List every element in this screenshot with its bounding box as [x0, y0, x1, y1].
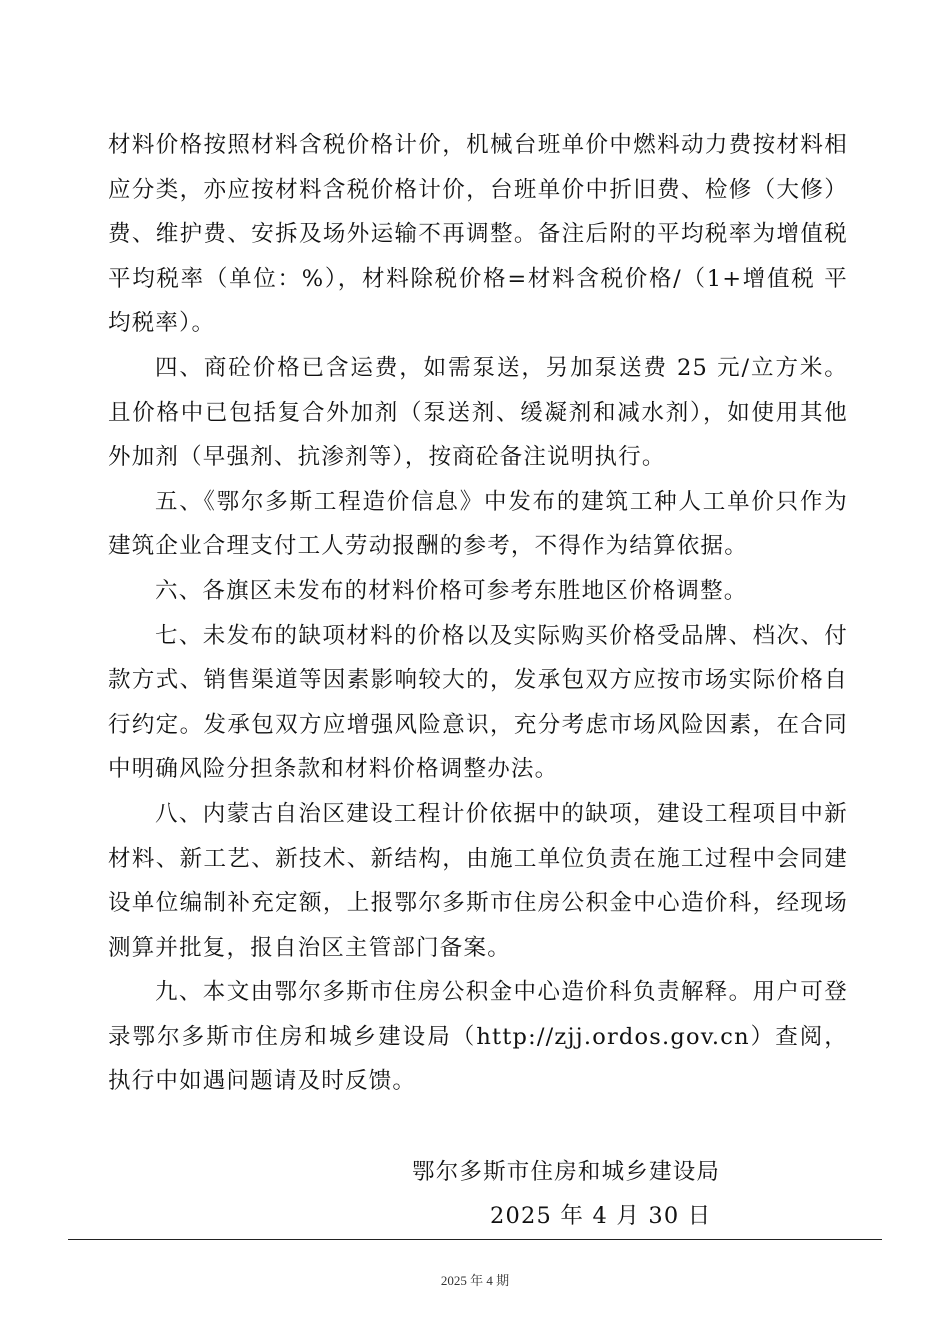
issuer-signature: 鄂尔多斯市住房和城乡建设局 [412, 1159, 721, 1185]
paragraph-continuation: 材料价格按照材料含税价格计价，机械台班单价中燃料动力费按材料相应分类，亦应按材料含税价格计价，台班单价中折旧费、检修（大修）费、维护费、安拆及场外运输不再调整。备注后附的平均税率为增值税平均税率（单位：%），材料除税价格=材料含税价格/（1+增值税 平均税率）。 [108, 132, 848, 337]
footer-divider [68, 1239, 882, 1240]
paragraph-item-5: 五、《鄂尔多斯工程造价信息》中发布的建筑工种人工单价只作为建筑企业合理支付工人劳动报酬的参考，不得作为结算依据。 [108, 488, 848, 560]
document-body [108, 123, 848, 1104]
paragraph-item-9: 九、本文由鄂尔多斯市住房公积金中心造价科负责解释。用户可登录鄂尔多斯市住房和城乡建设局（http://zjj.ordos.gov.cn）查阅，执行中如遇问题请及时反馈。 [108, 979, 848, 1095]
paragraph-item-6: 六、各旗区未发布的材料价格可参考东胜地区价格调整。 [155, 577, 748, 604]
issue-date: 2025 年 4 月 30 日 [490, 1203, 712, 1229]
paragraph-item-4: 四、商砼价格已含运费，如需泵送，另加泵送费 25 元/立方米。且价格中已包括复合外加剂（泵送剂、缓凝剂和减水剂），如使用其他外加剂（早强剂、抗渗剂等），按商砼备注说明执行。 [108, 354, 848, 471]
paragraph-item-8: 八、内蒙古自治区建设工程计价依据中的缺项，建设工程项目中新材料、新工艺、新技术、新结构，由施工单位负责在施工过程中会同建设单位编制补充定额，上报鄂尔多斯市住房公积金中心造价科，经现场测算并批复，报自治区主管部门备案。 [108, 800, 848, 961]
footer-issue-label: 2025 年 4 期 [440, 1273, 510, 1288]
paragraph-item-7: 七、未发布的缺项材料的价格以及实际购买价格受品牌、档次、付款方式、销售渠道等因素影响较大的，发承包双方应按市场实际价格自行约定。发承包双方应增强风险意识，充分考虑市场风险因素，在合同中明确风险分担条款和材料价格调整办法。 [108, 622, 848, 783]
